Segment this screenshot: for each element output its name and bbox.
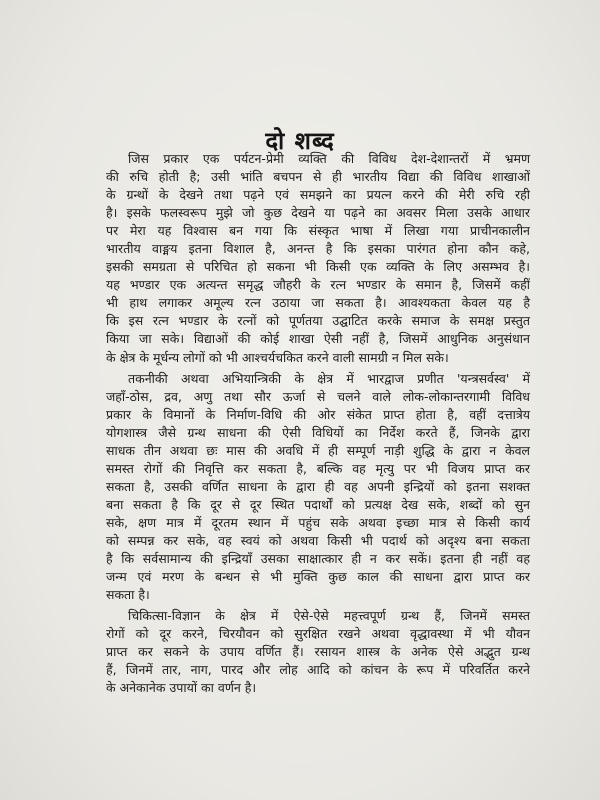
text-line: योगशास्त्र जैसे ग्रन्थ साधना की ऐसी विधियों का निर्देश करते हैं, जिनके द्वारा — [106, 424, 530, 440]
text-line: रोगों को दूर करने, चिरयौवन को सुरक्षित रखने अथवा वृद्धावस्था में भी यौवन — [106, 626, 530, 642]
page-title: दो शब्द — [265, 127, 335, 155]
text-line: के अनेकानेक उपायों का वर्णन है। — [106, 680, 257, 696]
text-line: यह भण्डार एक अत्यन्त समृद्ध जौहरी के रत्न भण्डार के समान है, जिसमें कहीं — [106, 277, 530, 293]
paragraph — [106, 607, 530, 697]
text-line: सकता है, उसकी वर्णित साधना के द्वारा ही वह अपनी इन्द्रियों को इतना सशक्त — [106, 478, 530, 494]
text-line: बना सकता है कि दूर से दूर स्थित पदार्थों को प्रत्यक्ष देख सके, शब्दों को सुन — [106, 496, 530, 512]
text-line: है। इसके फलस्वरूप मुझे जो कुछ देखने या पढ़ने का अवसर मिला उसके आधार — [106, 205, 530, 221]
text-line: के क्षेत्र के मूर्धन्य लोगों को भी आश्चर्यचकित करने वाली सामग्री न मिल सके। — [106, 349, 449, 365]
text-line: इसकी समग्रता से परिचित हो सकना भी किसी एक व्यक्ति के लिए असम्भव है। — [106, 259, 530, 275]
text-line: कि इस रत्न भण्डार के रत्नों को पूर्णतया उद्घाटित करके समाज के समक्ष प्रस्तुत — [106, 313, 530, 329]
text-line: जहाँ-ठोस, द्रव, अणु तथा सौर ऊर्जा से चलने वाले लोक-लोकान्तरगामी विविध — [106, 388, 530, 404]
text-line: साधक तीन अथवा छः मास की अवधि में ही सम्पूर्ण नाड़ी शुद्धि के द्वारा न केवल — [106, 442, 530, 458]
text-line: प्रकार के विमानों के निर्माण-विधि की ओर संकेत प्राप्त होता है, वहीं दत्तात्रेय — [106, 406, 530, 422]
text-line: चिकित्सा-विज्ञान के क्षेत्र में ऐसे-ऐसे महत्त्वपूर्ण ग्रन्थ हैं, जिनमें समस्त — [128, 608, 530, 624]
text-line: है कि सर्वसामान्य की इन्द्रियाँ उसका साक्षात्कार ही न कर सकें। इतना ही नहीं वह — [106, 551, 530, 567]
text-line: को सम्पन्न कर सके, वह स्वयं को अथवा किसी भी पदार्थ को अदृश्य बना सकता — [106, 532, 530, 548]
paragraph — [106, 150, 530, 367]
text-line: जिस प्रकार एक पर्यटन-प्रेमी व्यक्ति की विविध देश-देशान्तरों में भ्रमण — [128, 151, 530, 166]
paragraph — [106, 370, 530, 605]
text-line: हैं, जिनमें तार, नाग, पारद और लोह आदि को कांचन के रूप में परिवर्तित करने — [106, 662, 530, 678]
text-line: समस्त रोगों की निवृत्ति कर सकता है, बल्कि वह मृत्यु पर भी विजय प्राप्त कर — [106, 460, 530, 476]
text-line: भारतीय वाङ्मय इतना विशाल है, अनन्त है कि इसका पारंगत होना कौन कहे, — [106, 241, 530, 257]
text-line: पर मेरा यह विश्वास बन गया कि संस्कृत भाषा में लिखा गया प्राचीनकालीन — [106, 223, 530, 239]
text-line: जन्म एवं मरण के बन्धन से भी मुक्ति कुछ काल की साधना द्वारा प्राप्त कर — [106, 569, 530, 585]
text-line: प्राप्त कर सकने के उपाय वर्णित हैं। रसायन शास्त्र के अनेक ऐसे अद्भुत ग्रन्थ — [106, 644, 530, 660]
body-text — [106, 150, 530, 700]
text-line: किया जा सके। विद्याओं की कोई शाखा ऐसी नहीं है, जिसमें आधुनिक अनुसंधान — [106, 331, 530, 347]
text-line: सके, क्षण मात्र में दूरतम स्थान में पहुंच सके अथवा इच्छा मात्र से किसी कार्य — [106, 514, 530, 530]
text-line: के ग्रन्थों के देखने तथा पढ़ने एवं समझने का प्रयत्न करने की मेरी रुचि रही — [106, 187, 530, 203]
text-line: सकता है। — [106, 587, 150, 603]
text-line: भी हाथ लगाकर अमूल्य रत्न उठाया जा सकता है। आवश्यकता केवल यह है — [106, 295, 530, 311]
text-line: तकनीकी अथवा अभियान्त्रिकी के क्षेत्र में भारद्वाज प्रणीत 'यन्त्रसर्वस्व' में — [128, 370, 530, 386]
text-line: की रुचि होती है; उसी भांति बचपन से ही भारतीय विद्या की विविध शाखाओं — [106, 169, 530, 185]
